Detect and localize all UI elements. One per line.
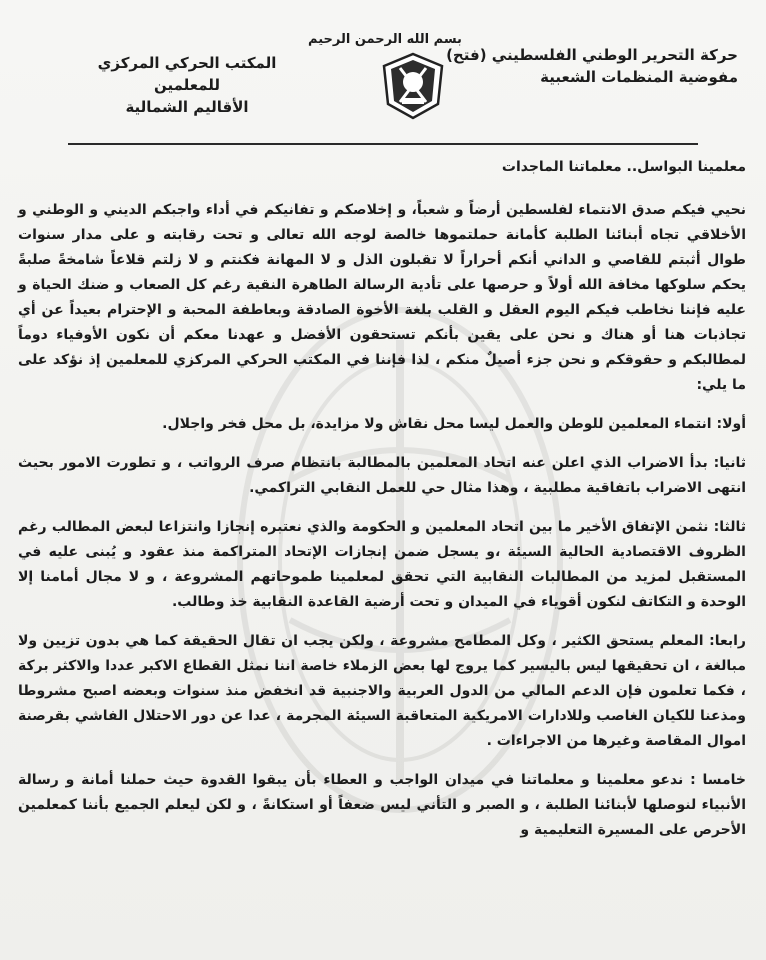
office-region: الأقاليم الشمالية bbox=[125, 98, 249, 116]
point-second: ثانيا: بدأ الاضراب الذي اعلن عنه اتحاد المعلمين بالمطالبة بانتظام صرف الرواتب ، و تطورت الامور بحيث انتهى الاضراب باتفاقية مطلبية ، وهذا مثال حي للعمل النقابي التراكمي. bbox=[18, 455, 746, 496]
org-commission: مفوضية المنظمات الشعبية bbox=[540, 68, 738, 86]
basmala: بسم الله الرحمن الرحيم bbox=[308, 32, 462, 47]
point-fourth: رابعا: المعلم يستحق الكثير ، وكل المطامح مشروعة ، ولكن يجب ان تقال الحقيقة كما هي بدون تزيين ولا مبالغة ، ان تحقيقها ليس باليسير كما يروج لها بعض الزملاء خاصة اننا نمثل القطاع الاكبر عددا والاكثر بركة ، فكما تعلمون فإن الدعم المالي من الدول العربية والاجنبية قد انخفض منذ سنوات وبعضه اصبح مشروطا ومذعنا للكيان الغاصب وللادارات الامريكية المتعاقبة السيئة المجرمة ، عدا عن دور الاحتلال الفاشي بقرصنة اموال المقاصة وغيرها من الاجراءات . bbox=[18, 633, 746, 749]
intro-paragraph: نحيي فيكم صدق الانتماء لفلسطين أرضاً و شعباً، و إخلاصكم و تفانيكم في أداء واجبكم الديني و الوطني و الأخلاقي تجاه أبنائنا الطلبة كأمانة حملتموها خالصة لوجه الله تعالى و تحت رقابته و على مدار سنوات طوال أثبتم للقاصي و الداني أنكم أحراراً لا تقبلون الذل و لا المهانة فكنتم و لا زلتم قلاعاً شامخةً صلبةً يحكم سلوكها مخافة الله أولاً و حرصها على تأدية الرسالة الطاهرة النقية رغم كل الصعاب و ضنك الحياة و عليه فإننا نخاطب فيكم اليوم العقل و القلب بلغة الأخوة الصادقة وبعاطفة المحبة و الإحترام بعيداً عن أي تجاذبات هنا أو هناك و نحن على يقين بأنكم تستحقون الأفضل و عهدنا معكم أن نكون الأوفياء دوماً لمطالبكم و حقوقكم و نحن جزء أصيلٌ منكم ، لذا فإننا في المكتب الحركي المركزي للمعلمين إذ نؤكد على ما يلي: bbox=[18, 202, 746, 393]
office-header-left bbox=[72, 52, 302, 118]
point-fifth: خامسا : ندعو معلمينا و معلماتنا في ميدان الواجب و العطاء بأن يبقوا القدوة حيث حملنا أمانة و رسالة الأنبياء لنوصلها لأبنائنا الطلبة ، و الصبر و التأني ليس ضعفاً أو استكانةً ، و لكن ليعلم الجميع بأننا كمعلمين الأحرص على المسيرة التعليمية و bbox=[18, 772, 746, 838]
letter-body bbox=[18, 155, 746, 857]
header-divider bbox=[68, 143, 698, 145]
point-first: أولا: انتماء المعلمين للوطن والعمل ليسا محل نقاش ولا مزايدة، بل محل فخر واجلال. bbox=[162, 416, 746, 432]
org-name: حركة التحرير الوطني الفلسطيني (فتح) bbox=[446, 46, 738, 64]
salutation: معلمينا البواسل.. معلماتنا الماجدات bbox=[501, 159, 746, 175]
point-third: ثالثا: نثمن الإتفاق الأخير ما بين اتحاد المعلمين و الحكومة والذي نعتبره إنجازا وانتزاعا لبعض المطالب رغم الظروف الاقتصادية الحالية السيئة ،و يسجل ضمن إنجازات الإتحاد المتراكمة منذ عقود و يُبنى عليه في المستقبل لمزيد من المطالبات النقابية التي تحقق لمعلمينا طموحاتهم المشروعة ، و لا مجال أمامنا إلا الوحدة و التكاتف لنكون أقوياء في الميدان و تحت أرضية القاعدة النقابية خذ وطالب. bbox=[18, 519, 746, 610]
office-name: المكتب الحركي المركزي للمعلمين bbox=[97, 54, 277, 94]
org-header-right bbox=[438, 44, 738, 88]
fatah-emblem-icon bbox=[380, 52, 446, 120]
